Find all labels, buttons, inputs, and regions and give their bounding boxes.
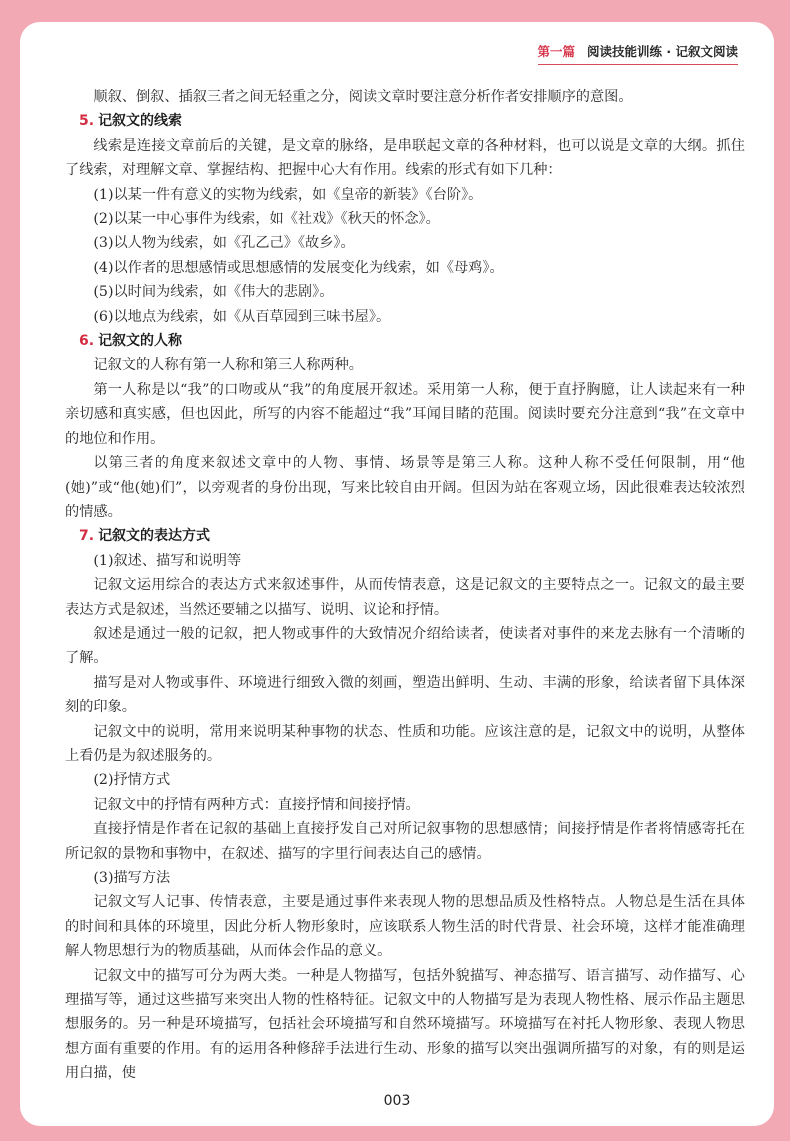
- paragraph: (1)叙述、描写和说明等: [93, 552, 242, 569]
- paragraph: 第一人称是以“我”的口吻或从“我”的角度展开叙述。采用第一人称，便于直抒胸臆，让人读起来有一种亲切感和真实感，但也因此，所写的内容不能超过“我”耳闻目睹的范围。阅读时要充分注意到“我”在文章中的地位和作用。: [65, 381, 745, 447]
- paragraph: (3)描写方法: [93, 870, 171, 886]
- paragraph: 记叙文中的说明，常用来说明某种事物的状态、性质和功能。应该注意的是，记叙文中的说明，从整体上看仍是为叙述服务的。: [65, 723, 745, 764]
- section-heading: [65, 109, 745, 133]
- paragraph: 记叙文的人称有第一人称和第三人称两种。: [93, 357, 363, 374]
- section-number: 5.: [79, 113, 95, 130]
- paragraph: (1)以某一件有意义的实物为线索，如《皇帝的新装》《台阶》。: [93, 186, 483, 203]
- page-sheet: [20, 22, 774, 1126]
- header-part: 第一篇: [537, 44, 576, 59]
- paragraph: 叙述是通过一般的记叙，把人物或事件的大致情况介绍给读者，使读者对事件的来龙去脉有一个清晰的了解。: [65, 625, 745, 667]
- section-number: 6.: [79, 333, 95, 350]
- paragraph: 以第三者的角度来叙述文章中的人物、事情、场景等是第三人称。这种人称不受任何限制，用“他(她)”或“他(她)们”，以旁观者的身份出现，写来比较自由开阔。但因为站在客观立场，因此很难表达较浓烈的情感。: [65, 455, 745, 520]
- section-heading: [65, 524, 745, 548]
- paragraph: (6)以地点为线索，如《从百草园到三味书屋》。: [93, 308, 391, 325]
- section-title: 记叙文的表达方式: [98, 528, 211, 545]
- paragraph: 记叙文中的抒情有两种方式：直接抒情和间接抒情。: [93, 796, 420, 813]
- paragraph: (5)以时间为线索，如《伟大的悲剧》。: [93, 284, 334, 301]
- paragraph: 记叙文运用综合的表达方式来叙述事件，从而传情表意，这是记叙文的主要特点之一。记叙文的最主要表达方式是叙述，当然还要辅之以描写、说明、议论和抒情。: [65, 577, 745, 618]
- paragraph: (2)以某一中心事件为线索，如《社戏》《秋天的怀念》。: [93, 211, 440, 228]
- page-number: 003: [383, 1093, 411, 1109]
- paragraph: 描写是对人物或事件、环境进行细致入微的刻画，塑造出鲜明、生动、丰满的形象，给读者留下具体深刻的印象。: [65, 674, 745, 716]
- paragraph: (4)以作者的思想感情或思想感情的发展变化为线索，如《母鸡》。: [93, 259, 504, 276]
- section-title: 记叙文的线索: [98, 113, 183, 130]
- paragraph: 顺叙、倒叙、插叙三者之间无轻重之分，阅读文章时要注意分析作者安排顺序的意图。: [93, 89, 633, 105]
- paragraph: (3)以人物为线索，如《孔乙己》《故乡》。: [93, 235, 355, 252]
- section-number: 7.: [79, 528, 95, 545]
- paragraph: 直接抒情是作者在记叙的基础上直接抒发自己对所记叙事物的思想感情；间接抒情是作者将情感寄托在所记叙的景物和事物中，在叙述、描写的字里行间表达自己的感情。: [65, 821, 745, 862]
- paragraph: 记叙文写人记事、传情表意，主要是通过事件来表现人物的思想品质及性格特点。人物总是生活在具体的时间和具体的环境里，因此分析人物形象时，应该联系人物生活的时代背景、社会环境，这样才能准确理解人物思想行为的物质基础，从而体会作品的意义。: [65, 894, 745, 960]
- paragraph: (2)抒情方式: [93, 772, 171, 789]
- paragraph: 记叙文中的描写可分为两大类。一种是人物描写，包括外貌描写、神态描写、语言描写、动作描写、心理描写等，通过这些描写来突出人物的性格特征。记叙文中的人物描写是为表现人物性格、展示作品主题思想服务的。另一种是环境描写，包括社会环境描写和自然环境描写。环境描写在衬托人物形象、表现人物思想方面有重要的作用。有的运用各种修辞手法进行生动、形象的描写以突出强调所描写的对象，有的则是运用白描，使: [65, 967, 745, 1082]
- running-header: [538, 42, 738, 65]
- section-title: 记叙文的人称: [98, 333, 183, 350]
- header-title: 阅读技能训练 · 记叙文阅读: [587, 44, 738, 59]
- body-text: [65, 85, 745, 1086]
- section-heading: [65, 329, 745, 353]
- paragraph: 线索是连接文章前后的关键，是文章的脉络，是串联起文章的各种材料，也可以说是文章的大纲。抓住了线索，对理解文章、掌握结构、把握中心大有作用。线索的形式有如下几种：: [65, 137, 745, 179]
